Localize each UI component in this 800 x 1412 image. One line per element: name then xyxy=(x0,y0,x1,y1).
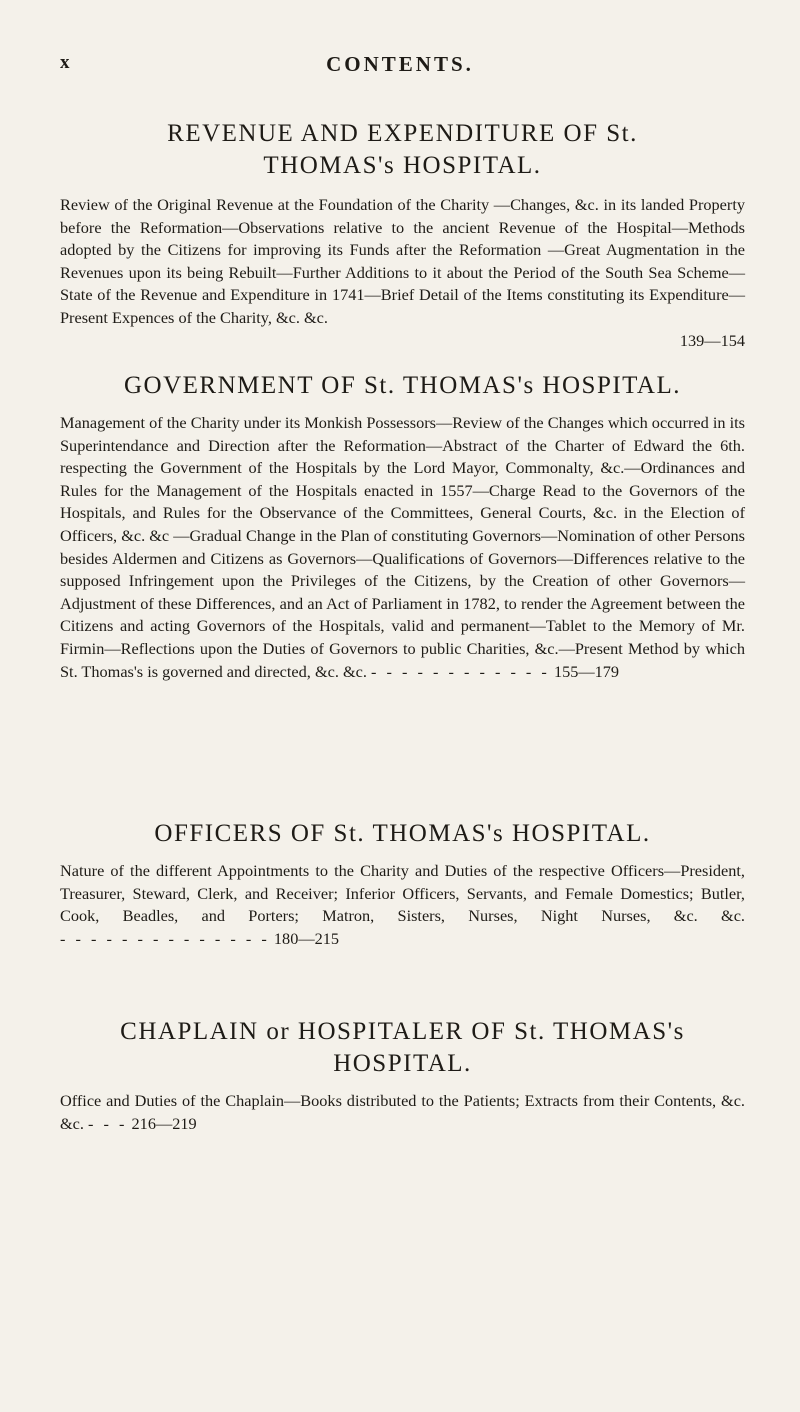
section-title-line1: GOVERNMENT OF St. THOMAS's HOSPITAL. xyxy=(123,372,682,399)
section-body-text: Management of the Charity under its Monkish Possessors—Review of the Changes which occurred in its Superintendance and Direction after the Reformation—Abstract of the Charter of Edward the 6th. respecting the Government of the Hospitals by the Lord Mayor, Commonalty, &c.—Ordinances and Rules for the Management of the Hospitals enacted in 1557—Charge Read to the Governors of the Hospitals, and Rules for the Observance of the Committees, General Courts, &c. in the Election of Officers, &c. &c —Gradual Change in the Plan of constituting Governors—Nomination of other Persons besides Aldermen and Citizens as Governors—Qualifications of Governors—Differences relative to the supposed Infringement upon the Privileges of the Citizens, by the Creation of other Governors—Adjustment of these Differences, and an Act of Parliament in 1782, to render the Agreement between the Citizens and acting Governors of the Hospitals, valid and permanent—Tablet to the Memory of Mr. Firmin—Reflections upon the Duties of Governors to public Charities, &c.—Present Method by which St. Thomas's is governed and directed, &c. &c. xyxy=(60,413,745,681)
section-government xyxy=(60,370,745,683)
section-body-text: Office and Duties of the Chaplain—Books distributed to the Patients; Extracts from their Contents, &c. &c. xyxy=(60,1091,745,1133)
section-title xyxy=(60,1016,745,1080)
section-title-line1: REVENUE AND EXPENDITURE OF St. xyxy=(167,120,638,147)
section-title xyxy=(60,818,745,850)
section-title-line1: OFFICERS OF St. THOMAS's HOSPITAL. xyxy=(154,820,651,847)
section-revenue xyxy=(60,118,745,352)
page-range: 155—179 xyxy=(553,661,620,681)
page-range: 216—219 xyxy=(131,1113,197,1133)
section-body xyxy=(60,860,745,950)
section-body-text: Nature of the different Appointments to the Charity and Duties of the respective Officers—President, Treasurer, Steward, Clerk, and Receiver; Inferior Officers, Servants, and Female Domestics; Butler, Cook, Beadles, and Porters; Matron, Sisters, Nurses, Night Nurses, &c. &c. xyxy=(60,861,745,926)
page-range: 180—215 xyxy=(273,928,340,948)
leader-dots: - - - - - - - - - - - - - - xyxy=(60,928,270,948)
page-range-line xyxy=(88,1114,197,1133)
leader-dots: - - - - - - - - - - - - xyxy=(371,661,550,681)
page-range-line xyxy=(371,662,619,681)
page-range: 139—154 xyxy=(679,330,745,350)
leader-dots: - - - xyxy=(88,1113,128,1133)
section-body: Review of the Original Revenue at the Foundation of the Charity —Changes, &c. in its landed Property before the Reformation—Observations relative to the ancient Revenue of the Hospital—Methods adopted by the Citizens for improving its Funds after the Reformation —Great Augmentation in the Revenues upon its being Rebuilt—Further Additions to it about the Period of the South Sea Scheme—State of the Revenue and Expenditure in 1741—Brief Detail of the Items constituting its Expenditure—Present Expences of the Charity, &c. &c. xyxy=(60,195,745,327)
section-title-line2: THOMAS's HOSPITAL. xyxy=(263,152,542,179)
section-body xyxy=(60,1090,745,1135)
section-body xyxy=(60,412,745,683)
running-title: CONTENTS. xyxy=(326,52,474,76)
section-title-line2: HOSPITAL. xyxy=(333,1050,472,1077)
section-chaplain xyxy=(60,1016,745,1135)
page-number: x xyxy=(60,52,71,73)
page-range-line xyxy=(60,929,339,948)
section-officers xyxy=(60,818,745,950)
section-title xyxy=(60,370,745,402)
section-title-line1: CHAPLAIN or HOSPITALER OF St. THOMAS's xyxy=(120,1018,685,1045)
running-head xyxy=(0,52,800,82)
section-title xyxy=(60,118,745,182)
